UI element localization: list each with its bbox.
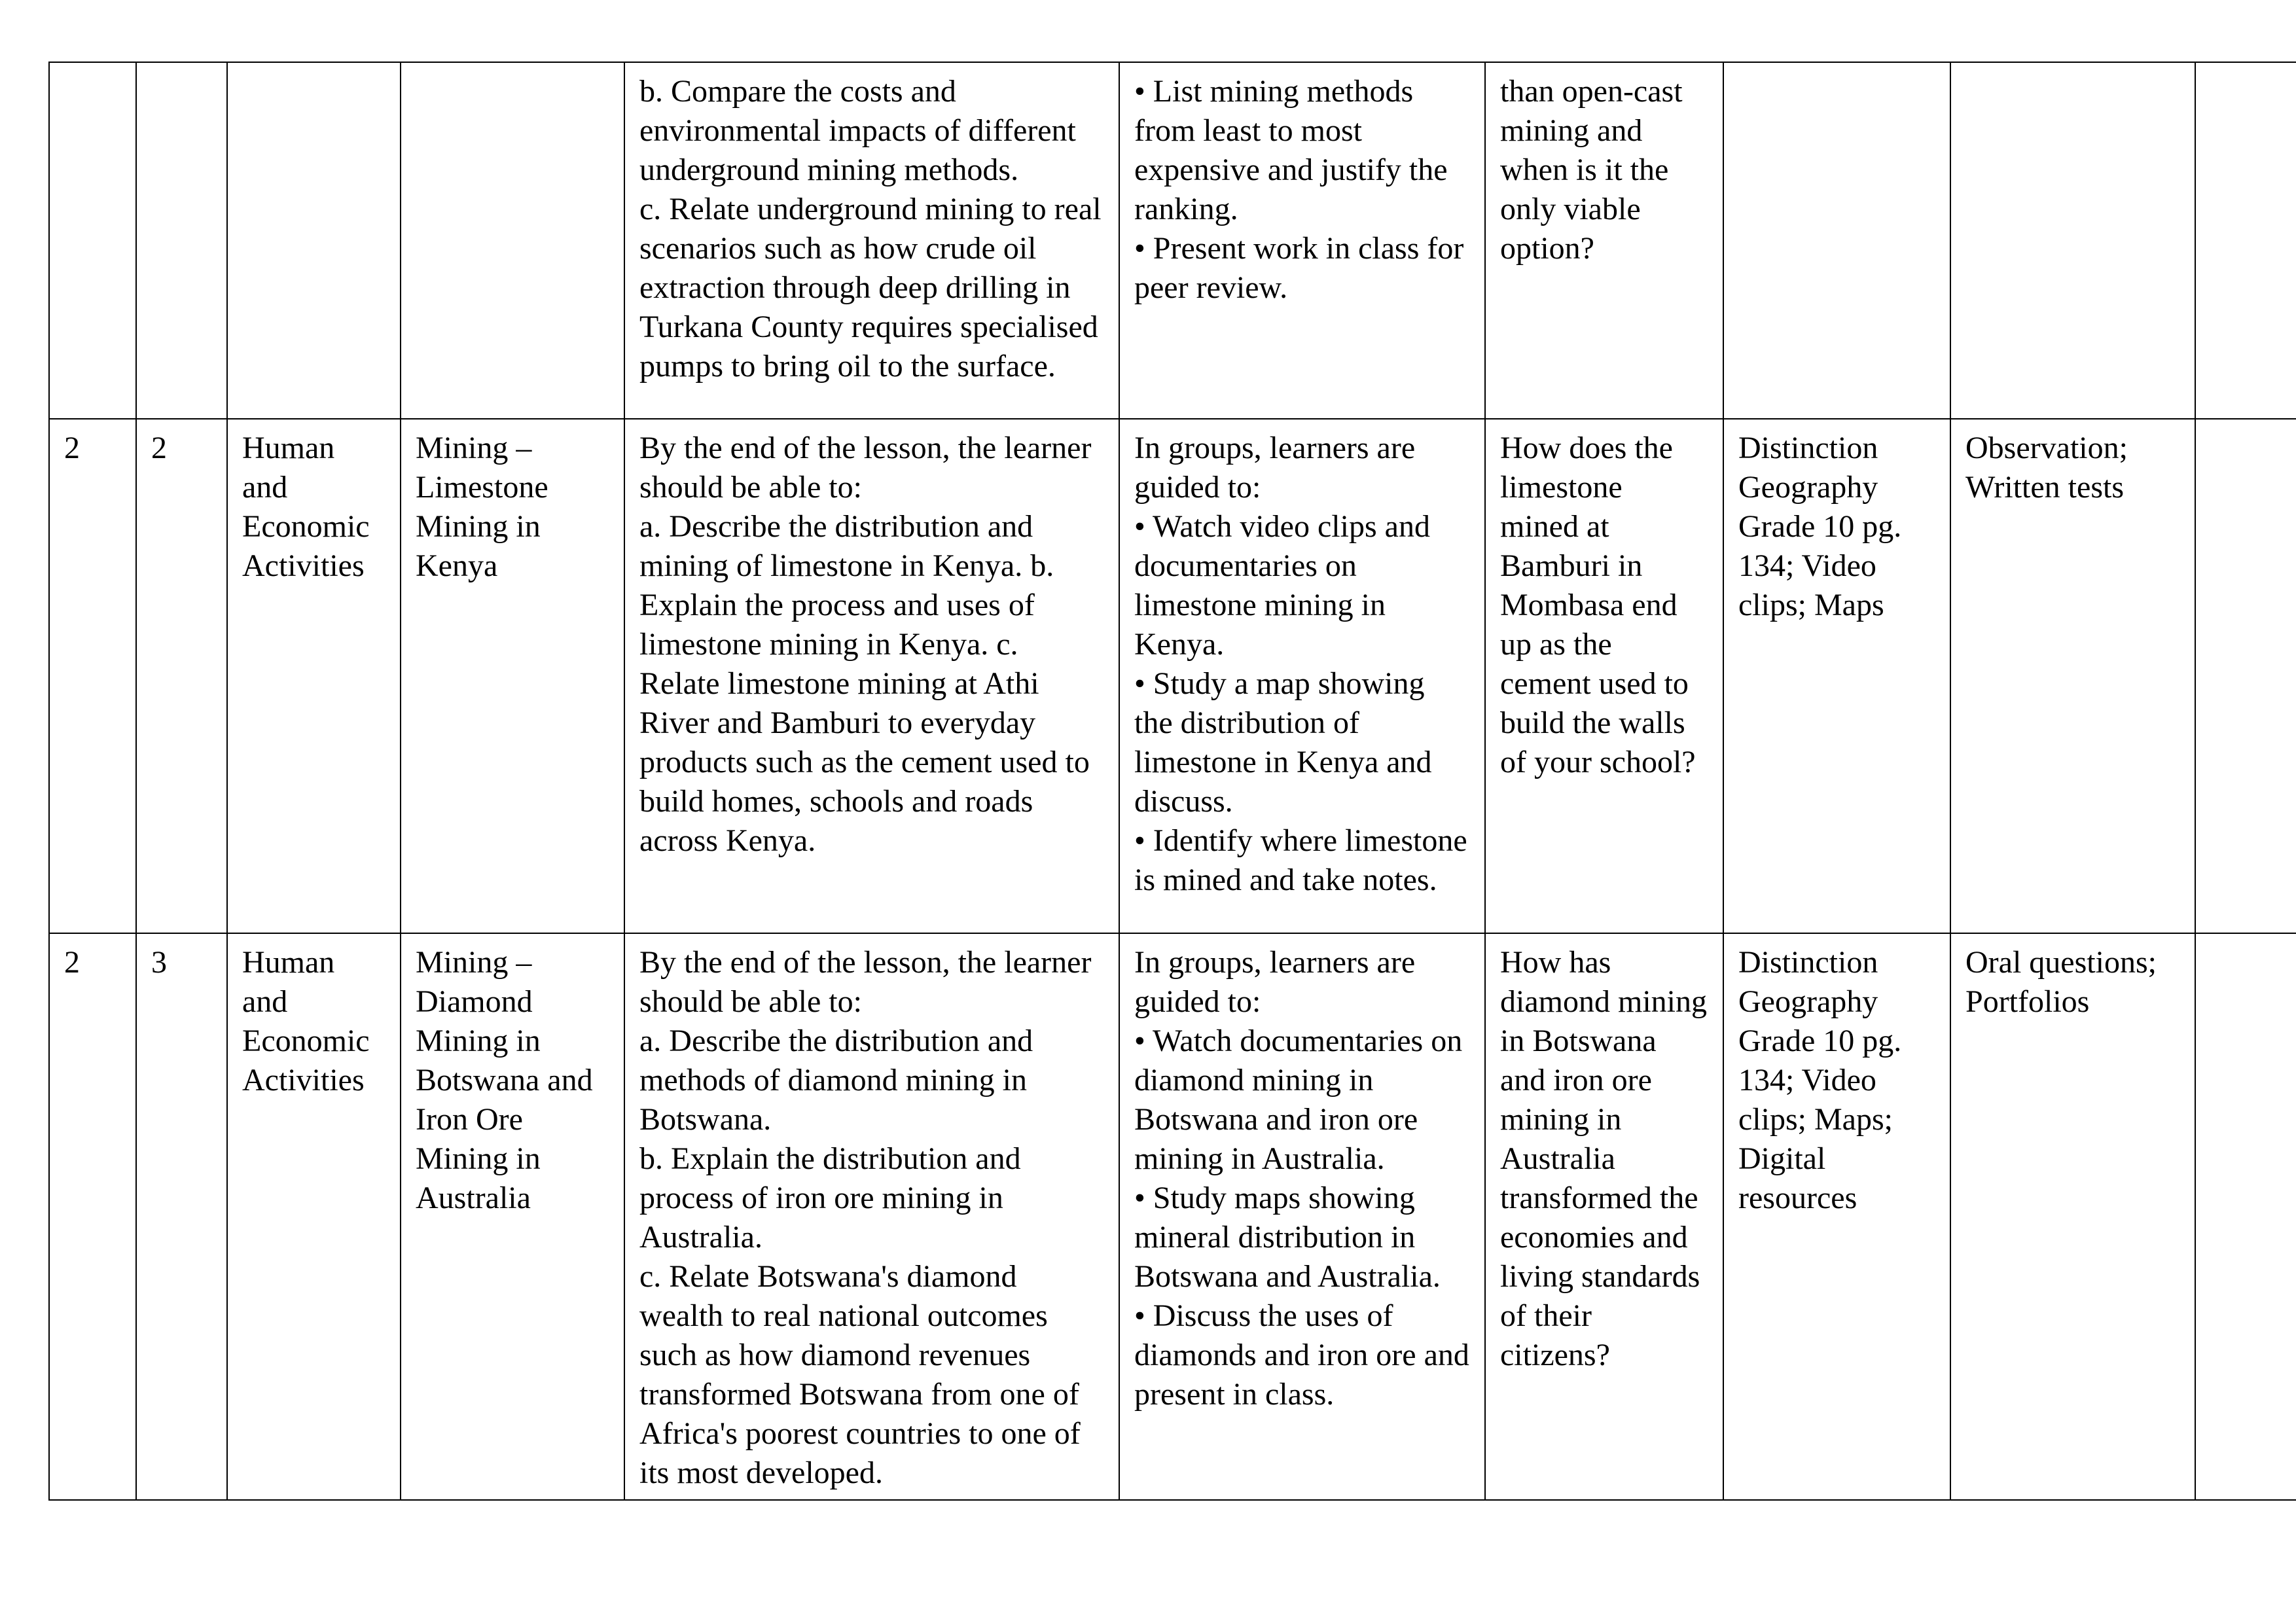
scheme-of-work-table: [48, 62, 2296, 1501]
remarks-cell: [2195, 933, 2296, 1500]
remarks-cell: [2195, 62, 2296, 419]
sub-strand-cell: Mining – Limestone Mining in Kenya: [401, 419, 624, 933]
lesson-cell: 2: [136, 419, 227, 933]
learning-resources-cell: Distinction Geography Grade 10 pg. 134; Video clips; Maps; Digital resources: [1723, 933, 1950, 1500]
remarks-cell: [2195, 419, 2296, 933]
assessment-cell: Observation; Written tests: [1950, 419, 2195, 933]
week-cell: 2: [49, 419, 136, 933]
assessment-cell: [1950, 62, 2195, 419]
lesson-cell: [136, 62, 227, 419]
inquiry-question-cell: How does the limestone mined at Bamburi in Mombasa end up as the cement used to build the walls of your school?: [1485, 419, 1723, 933]
strand-cell: Human and Economic Activities: [227, 933, 401, 1500]
learning-resources-cell: [1723, 62, 1950, 419]
table-row: [49, 62, 2296, 419]
lesson-cell: 3: [136, 933, 227, 1500]
learning-experiences-cell: In groups, learners are guided to: • Watch documentaries on diamond mining in Botswana and iron ore mining in Australia. • Study maps showing mineral distribution in Botswana and Australia. • Discuss the uses of diamonds and iron ore and present in class.: [1119, 933, 1485, 1500]
learning-outcomes-cell: By the end of the lesson, the learner should be able to: a. Describe the distribution and mining of limestone in Kenya. b. Explain the process and uses of limestone mining in Kenya. c. Relate limestone mining at Athi River and Bamburi to everyday products such as the cement used to build homes, schools and roads across Kenya.: [624, 419, 1119, 933]
table-row: [49, 419, 2296, 933]
table-row: [49, 933, 2296, 1500]
strand-cell: Human and Economic Activities: [227, 419, 401, 933]
week-cell: 2: [49, 933, 136, 1500]
assessment-cell: Oral questions; Portfolios: [1950, 933, 2195, 1500]
sub-strand-cell: Mining – Diamond Mining in Botswana and Iron Ore Mining in Australia: [401, 933, 624, 1500]
learning-experiences-cell: In groups, learners are guided to: • Watch video clips and documentaries on limestone mining in Kenya. • Study a map showing the distribution of limestone in Kenya and discuss. • Identify where limestone is mined and take notes.: [1119, 419, 1485, 933]
week-cell: [49, 62, 136, 419]
strand-cell: [227, 62, 401, 419]
sub-strand-cell: [401, 62, 624, 419]
learning-outcomes-cell: By the end of the lesson, the learner should be able to: a. Describe the distribution and methods of diamond mining in Botswana. b. Explain the distribution and process of iron ore mining in Australia. c. Relate Botswana's diamond wealth to real national outcomes such as how diamond revenues transformed Botswana from one of Africa's poorest countries to one of its most developed.: [624, 933, 1119, 1500]
learning-resources-cell: Distinction Geography Grade 10 pg. 134; Video clips; Maps: [1723, 419, 1950, 933]
learning-experiences-cell: • List mining methods from least to most expensive and justify the ranking. • Present work in class for peer review.: [1119, 62, 1485, 419]
inquiry-question-cell: How has diamond mining in Botswana and iron ore mining in Australia transformed the economies and living standards of their citizens?: [1485, 933, 1723, 1500]
learning-outcomes-cell: b. Compare the costs and environmental impacts of different underground mining methods. c. Relate underground mining to real scenarios such as how crude oil extraction through deep drilling in Turkana County requires specialised pumps to bring oil to the surface.: [624, 62, 1119, 419]
inquiry-question-cell: than open-cast mining and when is it the only viable option?: [1485, 62, 1723, 419]
